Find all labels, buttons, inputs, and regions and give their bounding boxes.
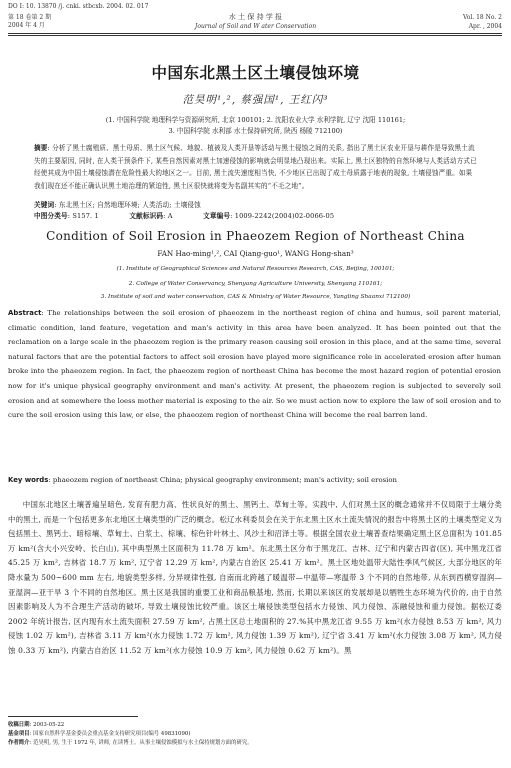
abstract-en-text: : The relationships between the soil erosion of phaeozem in the northeast region of china and humus, soil parent material, climatic condition, land feature, vegetation and man's activity in this area have been analyzed. It has been pointed out that the reclamation on a large scale in the phaeozem region is the primary reason causing soil erosion in this place, and at the same time, several natural factors that are the potential factors to affect soil erosion have played more significance role in accelerated erosion after human broke into the phaeozem region. In fact, the phaeozem region of northeast China has become the most hazard region of potential erosion now for it's unique physical geography environment and man's activity. At present, the phaeozem region is subjected to severely soil erosion and at somewhere the loess mother material is exposing to the air. So we must action now to explore the law of soil erosion and to cure the soil erosion using this law, or else, the phaeozem region of northeast China will become the real barren land.	[8, 309, 501, 420]
affiliation-cn-1: (1. 中国科学院 地理科学与资源研究所, 北京 100101; 2. 沈阳农业大学 水利学院, 辽宁 沈阳 110161;	[105, 116, 406, 124]
fund-label: 基金项目	[8, 731, 30, 737]
abstract-en	[8, 306, 501, 423]
article-number-label: 文章编号	[203, 212, 231, 220]
clc-label: 中图分类号	[34, 212, 68, 220]
keywords-cn	[34, 201, 478, 210]
footnote-author	[8, 740, 502, 747]
keywords-cn-text: : 东北黑土区; 自然地理环境; 人类活动; 土壤侵蚀	[54, 201, 201, 209]
author-bio-value: : 范昊明, 男, 生于 1972 年, 讲师, 在读博士。从事土壤侵蚀模拟与水土保持规划方面的研究。	[29, 740, 253, 746]
paper-title-cn: 中国东北黑土区土壤侵蚀环境	[151, 64, 360, 82]
paper-title-en: Condition of Soil Erosion in Phaeozem Region of Northeast China	[46, 229, 465, 243]
footnote-received	[8, 722, 502, 729]
affiliation-en-3: 3. Institute of soil and water conservation, CAS & Ministry of Water Resource, Yangling Shaanxi 712100)	[100, 294, 411, 300]
volume-en: Vol. 18 No. 2	[462, 14, 502, 21]
date-en: Apr. , 2004	[468, 23, 502, 30]
article-number-value: : 1009-2242(2004)02-0066-05	[230, 212, 335, 220]
received-label: 收稿日期	[8, 722, 30, 728]
abstract-cn	[34, 142, 478, 192]
doc-code-value: : A	[163, 212, 173, 220]
affiliation-en-1: (1. Institute of Geographical Sciences and Natural Resources Research, CAS, Beijing, 100101;	[116, 266, 395, 272]
doc-code-label: 文献标识码	[129, 212, 164, 220]
keywords-cn-label: 关键词	[34, 201, 55, 209]
header-rule	[8, 33, 502, 34]
journal-name-en: Journal of Soil and W ater Conservation	[194, 23, 317, 30]
header-rule-thin	[8, 35, 502, 36]
keywords-en-text: : phaeozem region of northeast China; physical geography environment; man's activity; soil erosion	[48, 476, 397, 484]
authors-en: FAN Hao-ming¹,², CAI Qiang-guo¹, WANG Hong-shan³	[157, 249, 354, 258]
authors-cn: 范昊明¹,², 蔡强国¹, 王红闪³	[182, 94, 329, 106]
keywords-en-label: Key words	[8, 476, 49, 484]
received-value: : 2003-05-22	[29, 722, 65, 728]
footnote-fund	[8, 731, 502, 738]
body-paragraph: 中国东北地区土壤普遍呈暗色, 发育有肥力高、性状良好的黑土、黑钙土、草甸土等。实践中, 人们对黑土区的概念通常并不仅局限于土壤分类中的黑土, 而是一个包括更多东北地区土壤类型的广泛的概念。松辽水利委员会在关于东北黑土区水土流失情况的报告中将黑土区的土壤类型定义为包括黑土、黑钙土、暗棕壤、草甸土、白浆土、棕壤、棕色针叶林土、风沙土和沼泽土等。根据全国农业土壤普查结果确定黑土区总面积为 101.85 万 km²(含大小兴安岭、长白山), 其中典型黑土区面积为 11.78 万 km²。东北黑土区分布于黑龙江、吉林、辽宁和内蒙古四省(区), 其中黑龙江省 45.25 万 km², 吉林省 18.7 万 km², 辽宁省 12.29 万 km², 内蒙古自治区 25.41 万 km²。黑土区地处温带大陆性季风气候区, 大部分地区的年降水量为 500~600 mm 左右, 地貌类型多样, 分异规律性强, 自南而北跨越了暖温带—中温带—寒温带 3 个不同的自然地带, 从东到西横穿湿润—亚湿润—亚干旱 3 个不同的自然地区。黑土区是我国的重要工业和商品粮基地, 然而, 长期以来该区的发展却是以牺牲生态环境为代价的, 由于自然因素影响及人为不合理生产活动的破坏, 导致土壤侵蚀比较严重。该区土壤侵蚀类型包括水力侵蚀、风力侵蚀、冻融侵蚀和重力侵蚀。据松辽委 2002 年统计报告, 区内现有水土流失面积 27.59 万 km², 占黑土区总土地面积的 27.%其中黑龙江省 9.55 万 km²(水力侵蚀 8.53 万 km², 风力侵蚀 1.02 万 km²), 吉林省 3.11 万 km²(水力侵蚀 1.72 万 km², 风力侵蚀 1.39 万 km²), 辽宁省 3.41 万 km²(水力侵蚀 3.08 万 km², 风力侵蚀 0.33 万 km²), 内蒙古自治区 11.52 万 km²(水力侵蚀 10.9 万 km², 风力侵蚀 0.62 万 km²)。黑	[8, 500, 502, 655]
doi-line: DO I: 10. 13870 /j. cnki. stbcxb. 2004. 02. 017	[8, 3, 149, 10]
clc-value: : S157. 1	[67, 212, 99, 220]
volume-cn: 第 18 卷第 2 期	[8, 14, 52, 21]
journal-name-cn: 水 土 保 持 学 报	[228, 13, 283, 21]
abstract-cn-label: 摘要	[34, 144, 48, 152]
footnote-rule	[8, 716, 138, 717]
abstract-en-label: Abstract	[8, 309, 42, 317]
fund-value: : 国家自然科学基金委员会重点基金支持研究项目(编号 49831090)	[29, 731, 191, 737]
date-cn: 2004 年 4 月	[8, 22, 45, 29]
affiliation-cn-2: 3. 中国科学院 水利部 水土保持研究所, 陕西 杨陵 712100)	[168, 127, 343, 135]
classification-cn	[34, 212, 478, 221]
body-text	[8, 498, 502, 659]
author-bio-label: 作者简介	[8, 740, 30, 746]
abstract-cn-text: : 分析了黑土腐殖质、黑土母质、黑土区气候、地貌、植被及人类开垦等活动与黑土侵蚀之间的关系, 指出了黑土区农业开垦与耕作是导致黑土流失的主要原因, 同时, 在人类干预条件下, 某些自然因素对黑土加速侵蚀的影响就会明显地凸现出来。实际上, 黑土区独特的自然环境与人类活动方式已经使其成为中国土壤侵蚀潜在危险性最大的地区之一。目前, 黑土流失速度相当快, 不少地区已出现了成土母质露于地表的现象, 土壤侵蚀严重。如果我们现在还不能正确认识黑土地治理的紧迫性, 黑土区很快就将变为名副其实的“不毛之地”。	[34, 144, 477, 190]
keywords-en	[8, 476, 501, 485]
affiliation-en-2: 2. College of Water Conservancy, Shenyang Agriculture University, Shenyang 110161;	[128, 281, 383, 287]
